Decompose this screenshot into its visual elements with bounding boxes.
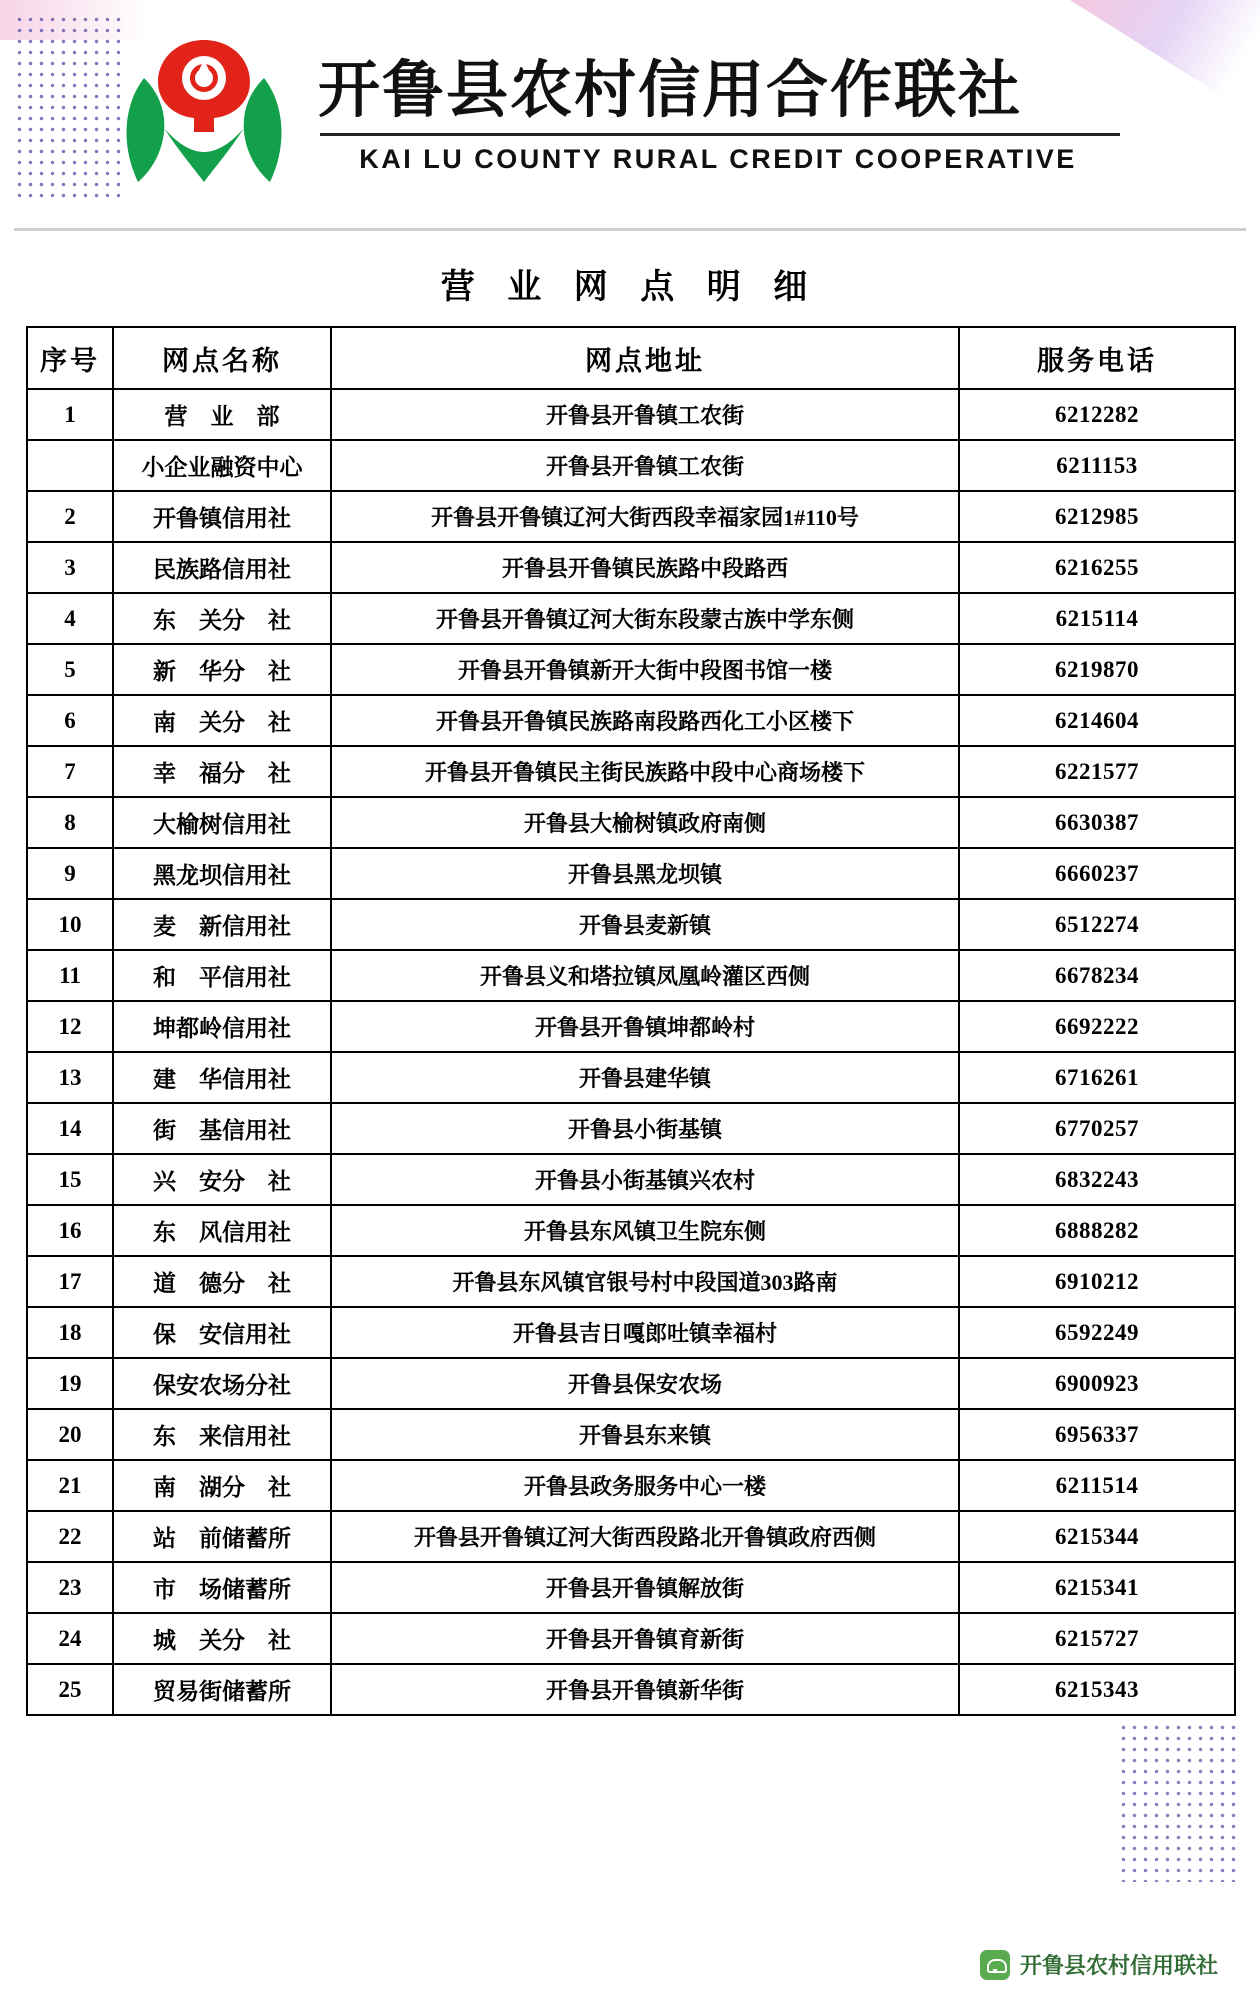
cell-index: 20 — [27, 1409, 113, 1460]
cell-address: 开鲁县开鲁镇解放街 — [331, 1562, 959, 1613]
cell-index: 15 — [27, 1154, 113, 1205]
cell-index: 14 — [27, 1103, 113, 1154]
table-row — [27, 1103, 1235, 1154]
cell-address: 开鲁县开鲁镇坤都岭村 — [331, 1001, 959, 1052]
cell-phone: 6215727 — [959, 1613, 1235, 1664]
cell-address: 开鲁县保安农场 — [331, 1358, 959, 1409]
cell-name: 南 湖分 社 — [113, 1460, 331, 1511]
cell-index: 12 — [27, 1001, 113, 1052]
cell-phone: 6770257 — [959, 1103, 1235, 1154]
cell-name: 大榆树信用社 — [113, 797, 331, 848]
cell-name: 街 基信用社 — [113, 1103, 331, 1154]
cell-phone: 6215343 — [959, 1664, 1235, 1715]
header-titles — [318, 53, 1120, 174]
cell-phone: 6212282 — [959, 389, 1235, 440]
cell-phone: 6888282 — [959, 1205, 1235, 1256]
cell-address: 开鲁县小街基镇 — [331, 1103, 959, 1154]
table-row — [27, 950, 1235, 1001]
cell-address: 开鲁县东风镇卫生院东侧 — [331, 1205, 959, 1256]
cell-phone: 6592249 — [959, 1307, 1235, 1358]
cell-name: 兴 安分 社 — [113, 1154, 331, 1205]
table-row — [27, 542, 1235, 593]
col-header-address: 网点地址 — [331, 327, 959, 389]
cell-name: 营 业 部 — [113, 389, 331, 440]
table-row — [27, 1409, 1235, 1460]
cell-index: 9 — [27, 848, 113, 899]
table-row — [27, 1511, 1235, 1562]
branch-directory-table — [26, 326, 1236, 1716]
cell-index: 19 — [27, 1358, 113, 1409]
cell-address: 开鲁县建华镇 — [331, 1052, 959, 1103]
cell-index: 13 — [27, 1052, 113, 1103]
cell-name: 东 风信用社 — [113, 1205, 331, 1256]
cell-name: 坤都岭信用社 — [113, 1001, 331, 1052]
table-body — [27, 389, 1235, 1715]
wechat-badge-icon — [980, 1950, 1010, 1980]
cell-name: 幸 福分 社 — [113, 746, 331, 797]
table-row — [27, 1358, 1235, 1409]
title-divider — [320, 133, 1120, 136]
table-row — [27, 1205, 1235, 1256]
cell-phone: 6214604 — [959, 695, 1235, 746]
page-title: 营 业 网 点 明 细 — [440, 269, 820, 306]
watermark — [972, 1945, 1226, 1984]
cell-phone: 6221577 — [959, 746, 1235, 797]
cell-index: 16 — [27, 1205, 113, 1256]
table-row — [27, 797, 1235, 848]
cell-phone: 6215114 — [959, 593, 1235, 644]
cell-index: 4 — [27, 593, 113, 644]
table-row — [27, 1052, 1235, 1103]
cell-address: 开鲁县开鲁镇新华街 — [331, 1664, 959, 1715]
cell-phone: 6219870 — [959, 644, 1235, 695]
org-title-en: KAI LU COUNTY RURAL CREDIT COOPERATIVE — [359, 143, 1077, 174]
table-row — [27, 1001, 1235, 1052]
cell-phone: 6692222 — [959, 1001, 1235, 1052]
cell-index: 25 — [27, 1664, 113, 1715]
cell-name: 小企业融资中心 — [113, 440, 331, 491]
cell-address: 开鲁县开鲁镇民主街民族路中段中心商场楼下 — [331, 746, 959, 797]
page-header — [14, 0, 1246, 231]
cell-index: 8 — [27, 797, 113, 848]
cell-address: 开鲁县开鲁镇育新街 — [331, 1613, 959, 1664]
cell-name: 开鲁镇信用社 — [113, 491, 331, 542]
table-row — [27, 1562, 1235, 1613]
cell-index: 7 — [27, 746, 113, 797]
table-row — [27, 389, 1235, 440]
cell-address: 开鲁县政务服务中心一楼 — [331, 1460, 959, 1511]
branch-table-wrapper — [26, 326, 1234, 1716]
cell-phone: 6678234 — [959, 950, 1235, 1001]
kailu-rural-credit-logo — [104, 24, 304, 204]
cell-index: 5 — [27, 644, 113, 695]
cell-phone: 6630387 — [959, 797, 1235, 848]
cell-address: 开鲁县开鲁镇工农街 — [331, 389, 959, 440]
col-header-index: 序号 — [27, 327, 113, 389]
cell-address: 开鲁县开鲁镇辽河大街西段幸福家园1#110号 — [331, 491, 959, 542]
cell-phone: 6211153 — [959, 440, 1235, 491]
cell-address: 开鲁县东风镇官银号村中段国道303路南 — [331, 1256, 959, 1307]
cell-address: 开鲁县开鲁镇民族路南段路西化工小区楼下 — [331, 695, 959, 746]
table-row — [27, 1154, 1235, 1205]
cell-address: 开鲁县开鲁镇新开大街中段图书馆一楼 — [331, 644, 959, 695]
cell-address: 开鲁县开鲁镇工农街 — [331, 440, 959, 491]
cell-index: 23 — [27, 1562, 113, 1613]
cell-phone: 6215344 — [959, 1511, 1235, 1562]
cell-index: 24 — [27, 1613, 113, 1664]
table-row — [27, 1613, 1235, 1664]
col-header-name: 网点名称 — [113, 327, 331, 389]
table-row — [27, 695, 1235, 746]
cell-address: 开鲁县开鲁镇辽河大街东段蒙古族中学东侧 — [331, 593, 959, 644]
table-row — [27, 1460, 1235, 1511]
cell-index: 10 — [27, 899, 113, 950]
cell-address: 开鲁县小街基镇兴农村 — [331, 1154, 959, 1205]
org-title-cn: 开鲁县农村信用合作联社 — [318, 57, 1023, 126]
cell-name: 城 关分 社 — [113, 1613, 331, 1664]
cell-phone: 6900923 — [959, 1358, 1235, 1409]
table-row — [27, 1256, 1235, 1307]
cell-address: 开鲁县吉日嘎郎吐镇幸福村 — [331, 1307, 959, 1358]
cell-name: 保安农场分社 — [113, 1358, 331, 1409]
cell-phone: 6660237 — [959, 848, 1235, 899]
cell-phone: 6512274 — [959, 899, 1235, 950]
cell-index: 1 — [27, 389, 113, 440]
cell-name: 麦 新信用社 — [113, 899, 331, 950]
col-header-phone: 服务电话 — [959, 327, 1235, 389]
cell-index: 18 — [27, 1307, 113, 1358]
cell-phone: 6832243 — [959, 1154, 1235, 1205]
table-row — [27, 644, 1235, 695]
table-row — [27, 848, 1235, 899]
cell-name: 南 关分 社 — [113, 695, 331, 746]
cell-index: 2 — [27, 491, 113, 542]
table-row — [27, 491, 1235, 542]
cell-phone: 6215341 — [959, 1562, 1235, 1613]
cell-phone: 6910212 — [959, 1256, 1235, 1307]
cell-name: 站 前储蓄所 — [113, 1511, 331, 1562]
cell-phone: 6212985 — [959, 491, 1235, 542]
cell-phone: 6211514 — [959, 1460, 1235, 1511]
cell-index: 11 — [27, 950, 113, 1001]
watermark-text: 开鲁县农村信用联社 — [1019, 1953, 1218, 1978]
cell-name: 道 德分 社 — [113, 1256, 331, 1307]
cell-name: 东 关分 社 — [113, 593, 331, 644]
cell-address: 开鲁县东来镇 — [331, 1409, 959, 1460]
cell-name: 黑龙坝信用社 — [113, 848, 331, 899]
decor-dots-bottom-right — [1118, 1722, 1238, 1882]
table-header-row — [27, 327, 1235, 389]
cell-index — [27, 440, 113, 491]
cell-phone: 6716261 — [959, 1052, 1235, 1103]
cell-phone: 6956337 — [959, 1409, 1235, 1460]
cell-phone: 6216255 — [959, 542, 1235, 593]
cell-index: 17 — [27, 1256, 113, 1307]
cell-name: 民族路信用社 — [113, 542, 331, 593]
cell-address: 开鲁县开鲁镇辽河大街西段路北开鲁镇政府西侧 — [331, 1511, 959, 1562]
table-row — [27, 746, 1235, 797]
cell-index: 6 — [27, 695, 113, 746]
cell-address: 开鲁县黑龙坝镇 — [331, 848, 959, 899]
table-row — [27, 1307, 1235, 1358]
cell-address: 开鲁县开鲁镇民族路中段路西 — [331, 542, 959, 593]
table-row — [27, 440, 1235, 491]
cell-name: 新 华分 社 — [113, 644, 331, 695]
cell-name: 和 平信用社 — [113, 950, 331, 1001]
cell-address: 开鲁县麦新镇 — [331, 899, 959, 950]
table-row — [27, 899, 1235, 950]
cell-name: 建 华信用社 — [113, 1052, 331, 1103]
cell-name: 东 来信用社 — [113, 1409, 331, 1460]
cell-address: 开鲁县义和塔拉镇凤凰岭灌区西侧 — [331, 950, 959, 1001]
cell-address: 开鲁县大榆树镇政府南侧 — [331, 797, 959, 848]
cell-index: 21 — [27, 1460, 113, 1511]
table-row — [27, 593, 1235, 644]
cell-index: 3 — [27, 542, 113, 593]
cell-name: 保 安信用社 — [113, 1307, 331, 1358]
cell-name: 市 场储蓄所 — [113, 1562, 331, 1613]
cell-index: 22 — [27, 1511, 113, 1562]
table-row — [27, 1664, 1235, 1715]
cell-name: 贸易街储蓄所 — [113, 1664, 331, 1715]
